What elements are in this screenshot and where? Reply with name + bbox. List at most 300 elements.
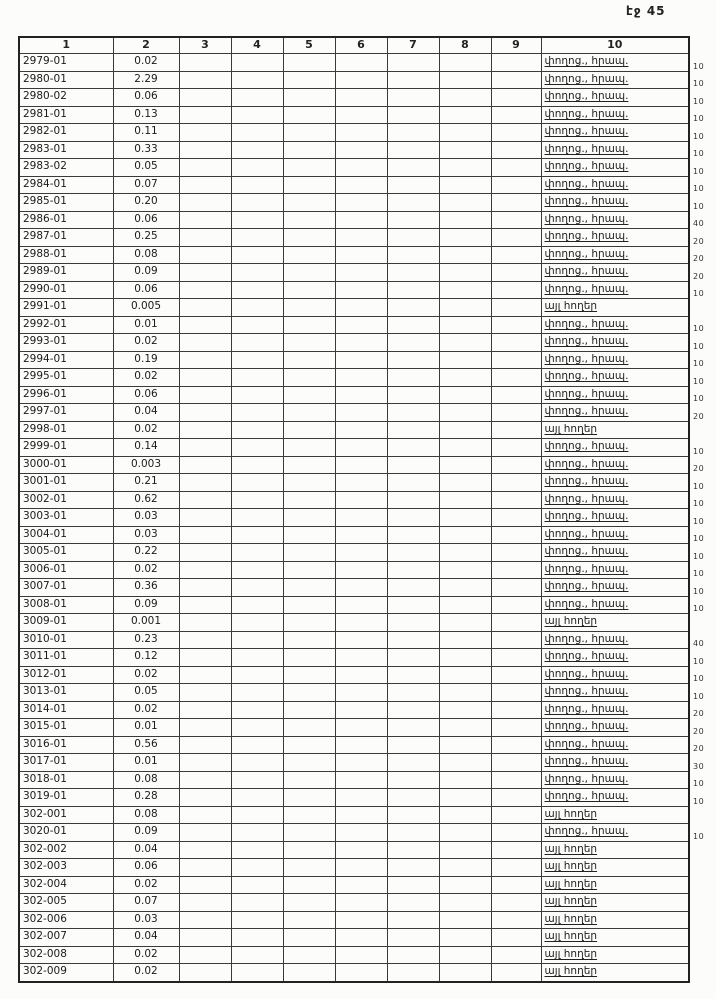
empty-cell [231, 964, 283, 982]
empty-cell [335, 176, 387, 194]
land-use-label: փողոց., հրապ. [544, 667, 629, 680]
table-row [19, 596, 689, 614]
empty-cell [491, 614, 541, 632]
land-use-label: այլ հողեր [544, 947, 598, 960]
empty-cell [231, 421, 283, 439]
empty-cell [179, 54, 231, 72]
parcel-id-cell: 3007-01 [19, 579, 113, 597]
land-use-cell [541, 596, 689, 614]
empty-cell [335, 894, 387, 912]
empty-cell [283, 929, 335, 947]
area-value-cell: 0.33 [113, 141, 179, 159]
empty-cell [387, 404, 439, 422]
land-use-label: փողոց., հրապ. [544, 440, 629, 453]
land-use-label: փողոց., հրապ. [544, 545, 629, 558]
table-row [19, 509, 689, 527]
empty-cell [387, 71, 439, 89]
empty-cell [439, 229, 491, 247]
area-value-cell: 0.36 [113, 579, 179, 597]
table-row [19, 859, 689, 877]
land-use-label: այլ հողեր [544, 930, 598, 943]
margin-note: 20 [693, 254, 705, 263]
empty-cell [179, 124, 231, 142]
empty-cell [231, 194, 283, 212]
empty-cell [387, 106, 439, 124]
empty-cell [179, 614, 231, 632]
parcel-id-cell: 302-001 [19, 806, 113, 824]
land-use-cell [541, 159, 689, 177]
empty-cell [231, 474, 283, 492]
empty-cell [491, 964, 541, 982]
land-use-label: փողոց., հրապ. [544, 492, 629, 505]
empty-cell [283, 71, 335, 89]
empty-cell [439, 316, 491, 334]
parcel-id-cell: 2996-01 [19, 386, 113, 404]
empty-cell [335, 89, 387, 107]
empty-cell [439, 911, 491, 929]
land-use-cell [541, 456, 689, 474]
empty-cell [335, 386, 387, 404]
empty-cell [439, 246, 491, 264]
area-value-cell: 0.07 [113, 176, 179, 194]
empty-cell [491, 929, 541, 947]
empty-cell [231, 526, 283, 544]
margin-note: 10 [693, 447, 705, 456]
empty-cell [439, 194, 491, 212]
margin-note: 40 [693, 639, 705, 648]
empty-cell [491, 946, 541, 964]
margin-note: 10 [693, 517, 705, 526]
area-value-cell: 0.02 [113, 334, 179, 352]
empty-cell [439, 736, 491, 754]
empty-cell [439, 561, 491, 579]
land-use-cell [541, 509, 689, 527]
empty-cell [491, 334, 541, 352]
margin-note: 10 [693, 657, 705, 666]
margin-note: 10 [693, 184, 705, 193]
empty-cell [491, 684, 541, 702]
empty-cell [179, 894, 231, 912]
area-value-cell: 0.11 [113, 124, 179, 142]
margin-note: 10 [693, 674, 705, 683]
empty-cell [439, 789, 491, 807]
margin-note: 20 [693, 744, 705, 753]
margin-note: 10 [693, 394, 705, 403]
empty-cell [231, 579, 283, 597]
area-value-cell: 0.01 [113, 316, 179, 334]
area-value-cell: 0.06 [113, 89, 179, 107]
area-value-cell: 0.09 [113, 264, 179, 282]
area-value-cell: 0.08 [113, 806, 179, 824]
parcel-id-cell: 3017-01 [19, 754, 113, 772]
empty-cell [179, 544, 231, 562]
empty-cell [387, 456, 439, 474]
margin-note: 10 [693, 534, 705, 543]
table-row [19, 89, 689, 107]
land-use-label: փողոց., հրապ. [544, 510, 629, 523]
parcel-id-cell: 3014-01 [19, 701, 113, 719]
land-use-cell [541, 841, 689, 859]
empty-cell [231, 71, 283, 89]
margin-note: 10 [693, 377, 705, 386]
empty-cell [231, 369, 283, 387]
header-row [19, 37, 689, 54]
table-row [19, 841, 689, 859]
empty-cell [335, 649, 387, 667]
parcel-id-cell: 2994-01 [19, 351, 113, 369]
parcel-id-cell: 3013-01 [19, 684, 113, 702]
empty-cell [335, 876, 387, 894]
column-header: 6 [335, 37, 387, 54]
table-row [19, 176, 689, 194]
empty-cell [335, 316, 387, 334]
parcel-id-cell: 2995-01 [19, 369, 113, 387]
column-header: 2 [113, 37, 179, 54]
empty-cell [491, 491, 541, 509]
empty-cell [491, 789, 541, 807]
empty-cell [283, 439, 335, 457]
margin-note: 10 [693, 97, 705, 106]
empty-cell [491, 351, 541, 369]
empty-cell [335, 369, 387, 387]
empty-cell [491, 264, 541, 282]
parcel-id-cell: 2981-01 [19, 106, 113, 124]
land-use-label: փողոց., հրապ. [544, 72, 629, 85]
area-value-cell: 0.12 [113, 649, 179, 667]
empty-cell [439, 701, 491, 719]
empty-cell [387, 124, 439, 142]
area-value-cell: 0.003 [113, 456, 179, 474]
land-use-label: այլ հողեր [544, 965, 598, 978]
empty-cell [439, 929, 491, 947]
empty-cell [231, 754, 283, 772]
empty-cell [179, 736, 231, 754]
empty-cell [179, 859, 231, 877]
empty-cell [283, 421, 335, 439]
empty-cell [439, 141, 491, 159]
land-use-label: փողոց., հրապ. [544, 282, 629, 295]
empty-cell [387, 544, 439, 562]
land-use-cell [541, 71, 689, 89]
empty-cell [335, 264, 387, 282]
column-header: 9 [491, 37, 541, 54]
empty-cell [491, 631, 541, 649]
land-use-cell [541, 789, 689, 807]
land-use-label: փողոց., հրապ. [544, 55, 629, 68]
empty-cell [231, 299, 283, 317]
empty-cell [283, 596, 335, 614]
parcel-id-cell: 3001-01 [19, 474, 113, 492]
empty-cell [283, 369, 335, 387]
empty-cell [231, 456, 283, 474]
empty-cell [491, 474, 541, 492]
empty-cell [387, 666, 439, 684]
empty-cell [387, 229, 439, 247]
area-value-cell: 0.06 [113, 211, 179, 229]
empty-cell [335, 859, 387, 877]
land-use-label: փողոց., հրապ. [544, 125, 629, 138]
empty-cell [387, 176, 439, 194]
empty-cell [283, 474, 335, 492]
empty-cell [387, 894, 439, 912]
area-value-cell: 0.05 [113, 684, 179, 702]
empty-cell [283, 964, 335, 982]
empty-cell [439, 614, 491, 632]
empty-cell [335, 684, 387, 702]
empty-cell [439, 684, 491, 702]
land-use-label: այլ հողեր [544, 300, 598, 313]
land-use-label: այլ հողեր [544, 807, 598, 820]
empty-cell [439, 106, 491, 124]
land-use-cell [541, 614, 689, 632]
parcel-id-cell: 2997-01 [19, 404, 113, 422]
table-row [19, 754, 689, 772]
empty-cell [179, 946, 231, 964]
empty-cell [335, 771, 387, 789]
margin-note: 10 [693, 499, 705, 508]
empty-cell [231, 929, 283, 947]
empty-cell [179, 491, 231, 509]
empty-cell [387, 911, 439, 929]
table-row [19, 281, 689, 299]
table-row [19, 264, 689, 282]
land-use-label: փողոց., հրապ. [544, 195, 629, 208]
margin-note: 10 [693, 167, 705, 176]
empty-cell [387, 211, 439, 229]
empty-cell [231, 719, 283, 737]
empty-cell [387, 596, 439, 614]
empty-cell [231, 946, 283, 964]
empty-cell [335, 299, 387, 317]
empty-cell [179, 474, 231, 492]
land-use-cell [541, 526, 689, 544]
empty-cell [283, 614, 335, 632]
empty-cell [439, 421, 491, 439]
empty-cell [491, 894, 541, 912]
empty-cell [231, 439, 283, 457]
table-row [19, 964, 689, 982]
empty-cell [231, 89, 283, 107]
parcel-id-cell: 3006-01 [19, 561, 113, 579]
empty-cell [283, 544, 335, 562]
parcel-id-cell: 2984-01 [19, 176, 113, 194]
empty-cell [387, 369, 439, 387]
empty-cell [179, 264, 231, 282]
land-use-label: փողոց., հրապ. [544, 405, 629, 418]
area-value-cell: 0.20 [113, 194, 179, 212]
empty-cell [179, 684, 231, 702]
land-use-label: փողոց., հրապ. [544, 825, 629, 838]
empty-cell [387, 474, 439, 492]
empty-cell [387, 789, 439, 807]
parcel-id-cell: 3009-01 [19, 614, 113, 632]
parcel-id-cell: 3003-01 [19, 509, 113, 527]
parcel-id-cell: 2989-01 [19, 264, 113, 282]
empty-cell [231, 176, 283, 194]
land-use-label: փողոց., հրապ. [544, 527, 629, 540]
land-use-label: այլ հողեր [544, 912, 598, 925]
empty-cell [439, 351, 491, 369]
table-row [19, 229, 689, 247]
column-header: 1 [19, 37, 113, 54]
empty-cell [491, 124, 541, 142]
area-value-cell: 0.01 [113, 754, 179, 772]
empty-cell [491, 439, 541, 457]
empty-cell [491, 141, 541, 159]
empty-cell [387, 316, 439, 334]
column-header: 7 [387, 37, 439, 54]
empty-cell [439, 579, 491, 597]
empty-cell [439, 841, 491, 859]
empty-cell [491, 211, 541, 229]
empty-cell [491, 369, 541, 387]
empty-cell [179, 194, 231, 212]
empty-cell [283, 771, 335, 789]
empty-cell [179, 631, 231, 649]
land-use-label: փողոց., հրապ. [544, 457, 629, 470]
empty-cell [439, 946, 491, 964]
parcel-id-cell: 2999-01 [19, 439, 113, 457]
parcel-id-cell: 3016-01 [19, 736, 113, 754]
land-use-label: փողոց., հրապ. [544, 387, 629, 400]
table-row [19, 876, 689, 894]
empty-cell [335, 211, 387, 229]
table-row [19, 579, 689, 597]
empty-cell [335, 964, 387, 982]
land-use-cell [541, 684, 689, 702]
empty-cell [387, 806, 439, 824]
empty-cell [179, 439, 231, 457]
margin-note: 30 [693, 762, 705, 771]
empty-cell [491, 561, 541, 579]
empty-cell [231, 561, 283, 579]
empty-cell [179, 649, 231, 667]
empty-cell [179, 526, 231, 544]
land-use-cell [541, 421, 689, 439]
land-use-label: փողոց., հրապ. [544, 142, 629, 155]
empty-cell [231, 316, 283, 334]
land-use-cell [541, 229, 689, 247]
land-use-label: փողոց., հրապ. [544, 247, 629, 260]
land-use-label: փողոց., հրապ. [544, 475, 629, 488]
empty-cell [335, 614, 387, 632]
area-value-cell: 0.02 [113, 876, 179, 894]
empty-cell [491, 176, 541, 194]
empty-cell [283, 106, 335, 124]
empty-cell [439, 124, 491, 142]
empty-cell [283, 806, 335, 824]
empty-cell [231, 736, 283, 754]
empty-cell [491, 754, 541, 772]
empty-cell [439, 491, 491, 509]
table-row [19, 474, 689, 492]
land-use-label: փողոց., հրապ. [544, 160, 629, 173]
empty-cell [283, 404, 335, 422]
table-row [19, 666, 689, 684]
empty-cell [231, 614, 283, 632]
empty-cell [231, 544, 283, 562]
page-number-label: էջ 45 [626, 4, 666, 18]
table-row [19, 701, 689, 719]
empty-cell [439, 649, 491, 667]
table-row [19, 649, 689, 667]
empty-cell [231, 246, 283, 264]
empty-cell [231, 404, 283, 422]
empty-cell [387, 929, 439, 947]
land-use-label: փողոց., հրապ. [544, 650, 629, 663]
empty-cell [179, 246, 231, 264]
empty-cell [231, 894, 283, 912]
empty-cell [335, 491, 387, 509]
land-use-cell [541, 281, 689, 299]
land-use-cell [541, 736, 689, 754]
area-value-cell: 0.01 [113, 719, 179, 737]
parcel-id-cell: 3000-01 [19, 456, 113, 474]
empty-cell [231, 54, 283, 72]
empty-cell [335, 929, 387, 947]
empty-cell [283, 841, 335, 859]
empty-cell [231, 264, 283, 282]
empty-cell [283, 351, 335, 369]
empty-cell [387, 386, 439, 404]
land-use-cell [541, 316, 689, 334]
empty-cell [283, 859, 335, 877]
area-value-cell: 0.02 [113, 666, 179, 684]
empty-cell [231, 684, 283, 702]
empty-cell [335, 246, 387, 264]
empty-cell [283, 299, 335, 317]
empty-cell [439, 404, 491, 422]
table-body [19, 54, 689, 982]
empty-cell [231, 824, 283, 842]
empty-cell [387, 649, 439, 667]
land-use-label: այլ հողեր [544, 877, 598, 890]
land-use-label: փողոց., հրապ. [544, 755, 629, 768]
empty-cell [387, 334, 439, 352]
land-use-cell [541, 491, 689, 509]
land-use-cell [541, 771, 689, 789]
empty-cell [283, 684, 335, 702]
parcel-id-cell: 2988-01 [19, 246, 113, 264]
land-use-cell [541, 911, 689, 929]
land-use-label: փողոց., հրապ. [544, 212, 629, 225]
area-value-cell: 0.03 [113, 526, 179, 544]
empty-cell [387, 351, 439, 369]
margin-note: 10 [693, 552, 705, 561]
empty-cell [491, 71, 541, 89]
empty-cell [387, 631, 439, 649]
empty-cell [439, 264, 491, 282]
area-value-cell: 0.13 [113, 106, 179, 124]
empty-cell [283, 666, 335, 684]
table-row [19, 386, 689, 404]
parcel-id-cell: 3004-01 [19, 526, 113, 544]
land-use-cell [541, 386, 689, 404]
land-use-label: այլ հողեր [544, 615, 598, 628]
column-header: 3 [179, 37, 231, 54]
parcel-id-cell: 2985-01 [19, 194, 113, 212]
area-value-cell: 0.08 [113, 771, 179, 789]
area-value-cell: 0.03 [113, 911, 179, 929]
land-use-cell [541, 264, 689, 282]
table-row [19, 106, 689, 124]
table-row [19, 491, 689, 509]
empty-cell [179, 421, 231, 439]
empty-cell [491, 106, 541, 124]
parcel-id-cell: 2979-01 [19, 54, 113, 72]
empty-cell [335, 456, 387, 474]
empty-cell [283, 911, 335, 929]
